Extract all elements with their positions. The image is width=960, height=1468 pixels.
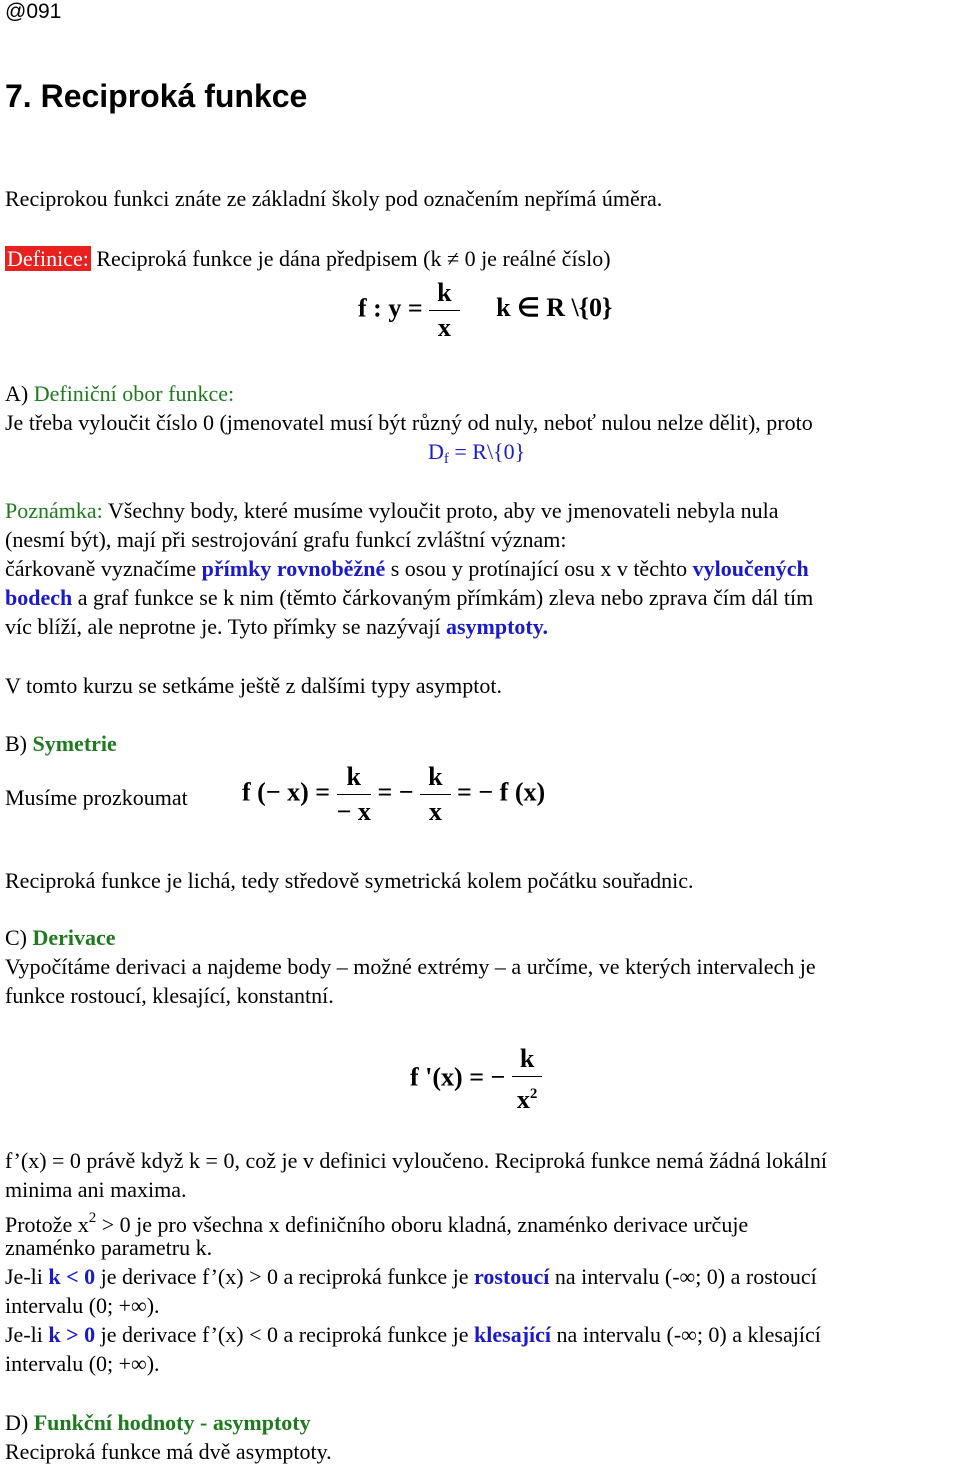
sign-line-2: znaménko parametru k.	[5, 1235, 213, 1260]
derivative-numerator: k	[512, 1042, 542, 1077]
section-c-text-1: Vypočítáme derivaci a najdeme body – možné extrémy – a určíme, ve kterých intervalech je	[5, 954, 816, 979]
definition-line	[5, 244, 611, 273]
domain-subscript: f	[443, 451, 449, 467]
symmetry-fraction-1	[337, 760, 371, 829]
derivative-lhs: f '(x) = −	[410, 1062, 506, 1092]
frac2-denominator: x	[428, 797, 442, 826]
section-d-text: Reciproká funkce má dvě asymptoty.	[5, 1439, 332, 1464]
domain-formula	[428, 437, 525, 474]
asymptotes-term: asymptoty.	[445, 614, 549, 639]
points-term: bodech	[5, 585, 73, 610]
derivative-zero-line-1: f’(x) = 0 právě když k = 0, což je v definici vyloučeno. Reciproká funkce nemá žádná lokální	[5, 1148, 827, 1173]
section-a-title: Definiční obor funkce:	[33, 381, 235, 406]
section-d-heading	[5, 1408, 311, 1437]
section-b-heading	[5, 729, 117, 758]
increasing-term: rostoucí	[474, 1264, 550, 1289]
intro-paragraph: Reciprokou funkci znáte ze základní školy pod označením nepřímá úměra.	[5, 186, 663, 211]
page-title: 7. Reciproká funkce	[5, 78, 308, 114]
k-negative: k < 0	[48, 1264, 96, 1289]
section-b-prefix: B)	[5, 731, 27, 756]
definition-text: Reciproká funkce je dána předpisem (k ≠ 0 je reálné číslo)	[96, 246, 611, 271]
sign-line-1: Protože $x^2 > 0$ je pro všechna x definičního oboru kladná, znaménko derivace určuje	[5, 1210, 749, 1237]
formula-lhs: f : y =	[358, 293, 423, 323]
section-a-heading	[5, 379, 234, 408]
section-c-title: Derivace	[32, 925, 116, 950]
frac2-numerator: k	[420, 760, 450, 795]
note-line-5: víc blíží, ale neprotne je. Tyto přímky se nazývají asymptoty.	[5, 614, 549, 639]
note-label: Poznámka:	[5, 498, 103, 523]
section-a-text: Je třeba vyloučit číslo 0 (jmenovatel musí být různý od nuly, neboť nulou nelze dělit), proto	[5, 410, 813, 435]
square-exponent: 2	[88, 1210, 97, 1226]
section-c-text-2: funkce rostoucí, klesající, konstantní.	[5, 983, 334, 1008]
page-id: @091	[5, 0, 62, 23]
further-text: V tomto kurzu se setkáme ještě z dalšími typy asymptot.	[5, 673, 502, 698]
excluded-term: vyloučených	[692, 556, 809, 581]
decreasing-line-1: Je-li k > 0 je derivace f’(x) < 0 a reciproká funkce je klesající na intervalu (-∞; 0) a klesající	[5, 1322, 821, 1347]
symmetry-lhs: f (− x) =	[242, 777, 331, 807]
section-d-title: Funkční hodnoty - asymptoty	[33, 1410, 311, 1435]
note-line-2: (nesmí být), mají při sestrojování grafu funkcí zvláštní význam:	[5, 527, 567, 552]
formula-fraction	[429, 276, 459, 345]
section-d-prefix: D)	[5, 1410, 29, 1435]
frac1-numerator: k	[337, 760, 371, 795]
symmetry-conclusion: Reciproká funkce je lichá, tedy středově symetrická kolem počátku souřadnic.	[5, 868, 694, 893]
derivative-exponent: 2	[529, 1086, 538, 1102]
fraction-numerator: k	[429, 276, 459, 311]
definition-label: Definice:	[7, 246, 89, 271]
section-c-prefix: C)	[5, 925, 27, 950]
symmetry-fraction-2	[420, 760, 450, 829]
derivative-zero-line-2: minima ani maxima.	[5, 1177, 187, 1202]
symmetry-formula	[242, 760, 545, 829]
section-a-prefix: A)	[5, 381, 29, 406]
domain-value: = R\{0}	[448, 439, 526, 464]
derivative-formula	[410, 1042, 542, 1117]
formula-domain: k ∈ R \{0}	[496, 293, 613, 323]
section-b-title: Symetrie	[32, 731, 117, 756]
note-text-1: Všechny body, které musíme vyloučit proto, aby ve jmenovateli nebyla nula	[107, 498, 779, 523]
section-c-heading	[5, 923, 116, 952]
symmetry-lead: Musíme prozkoumat	[5, 785, 188, 810]
fraction-denominator: x	[437, 313, 451, 342]
frac1-denominator: − x	[336, 797, 371, 826]
k-positive: k > 0	[48, 1322, 96, 1347]
decreasing-line-2: intervalu (0; +∞).	[5, 1351, 160, 1376]
parallel-lines-term: přímky rovnoběžné	[201, 556, 386, 581]
decreasing-term: klesající	[474, 1322, 552, 1347]
increasing-line-1: Je-li k < 0 je derivace f’(x) > 0 a reciproká funkce je rostoucí na intervalu (-∞; 0) a rostoucí	[5, 1264, 817, 1289]
note-line-3: čárkovaně vyznačíme přímky rovnoběžné s osou y protínající osu x v těchto vyloučených	[5, 556, 809, 581]
derivative-fraction	[512, 1042, 542, 1117]
derivative-denominator: $x^2$	[516, 1085, 538, 1114]
definition-formula	[358, 276, 612, 345]
note-line-1	[5, 496, 779, 525]
symmetry-eq2: = −	[377, 777, 414, 807]
note-line-4: bodech a graf funkce se k nim (těmto čárkovaným přímkám) zleva nebo zprava čím dál tím	[5, 585, 814, 610]
domain-symbol: D	[428, 439, 444, 464]
increasing-line-2: intervalu (0; +∞).	[5, 1293, 160, 1318]
symmetry-rhs: = − f (x)	[457, 777, 546, 807]
